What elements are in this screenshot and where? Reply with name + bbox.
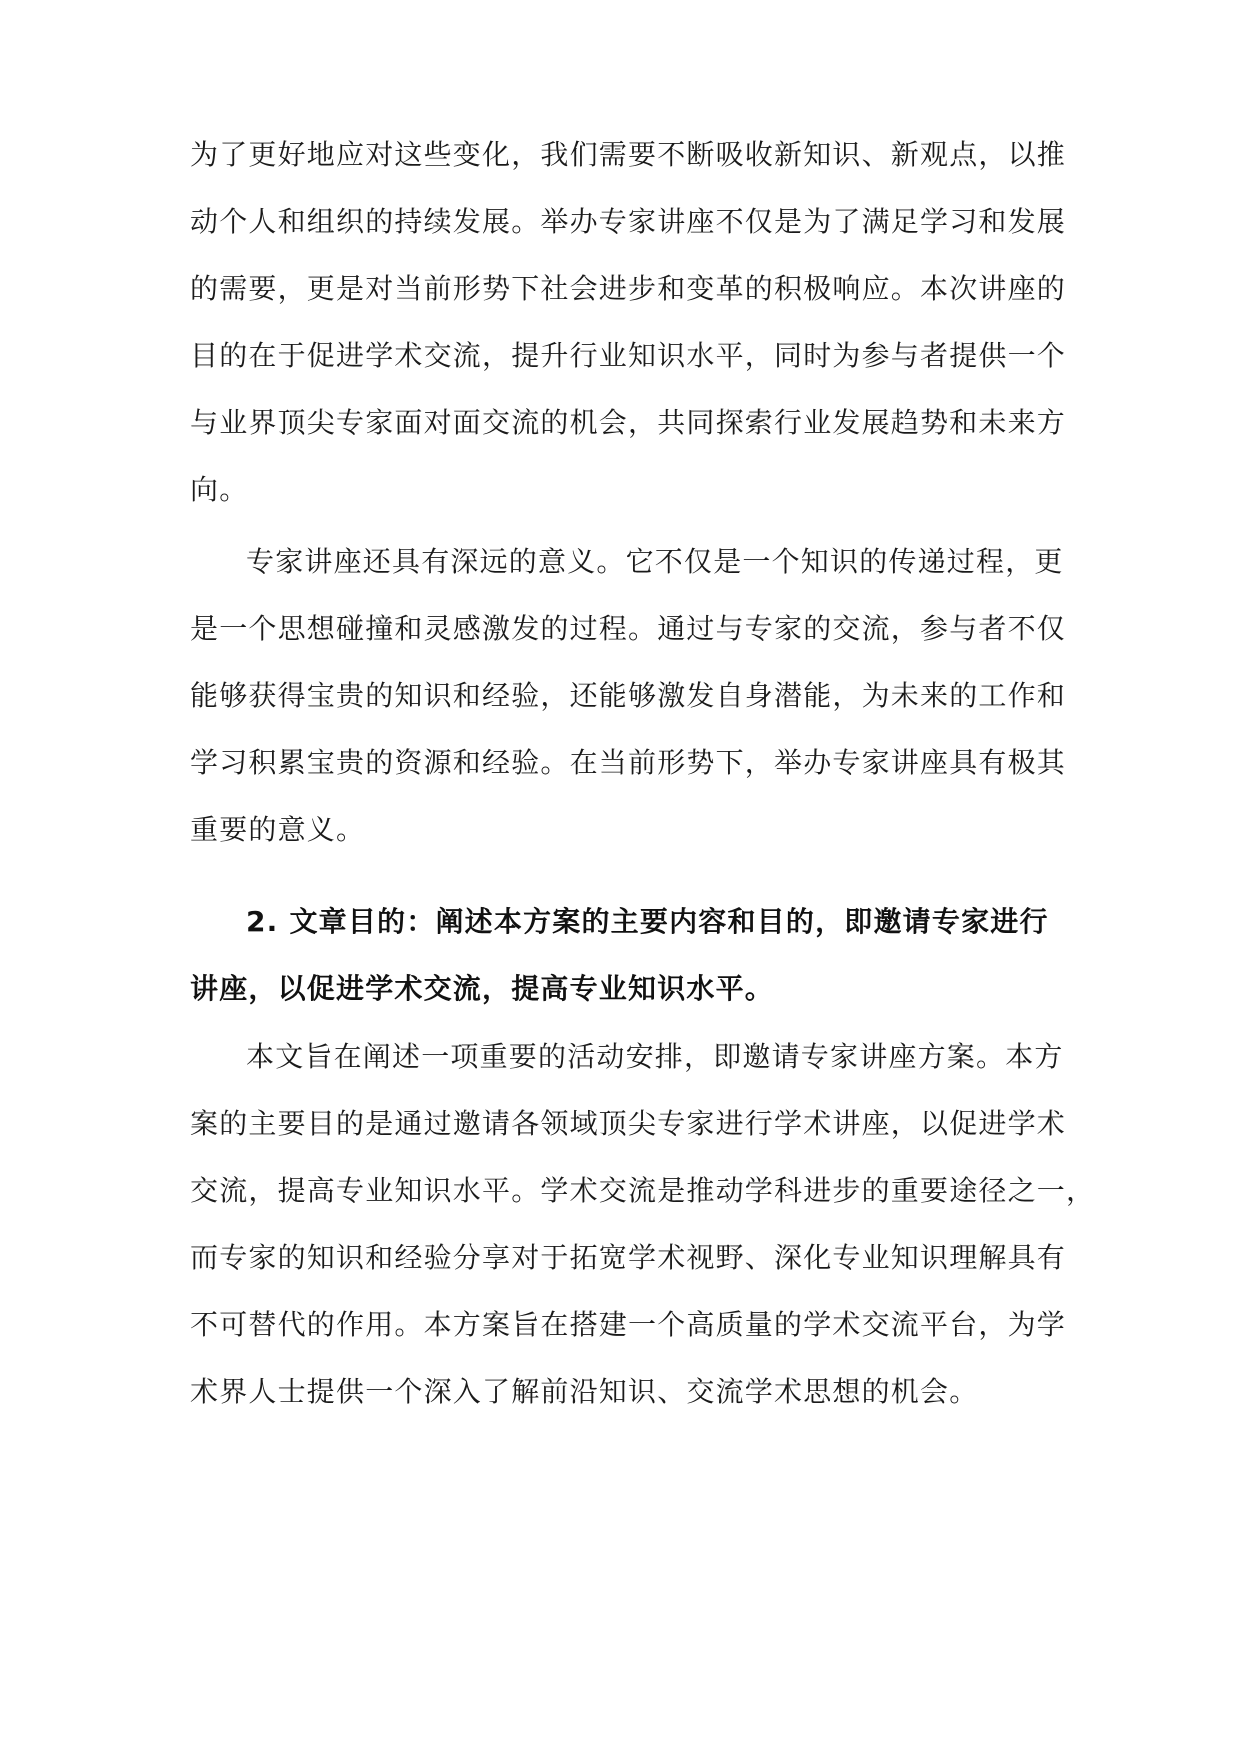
paragraph-1-line-4: 目的在于促进学术交流，提升行业知识水平，同时为参与者提供一个 — [190, 339, 1067, 372]
paragraph-2-line-2: 是一个思想碰撞和灵感激发的过程。通过与专家的交流，参与者不仅 — [190, 612, 1067, 645]
paragraph-2-line-5: 重要的意义。 — [190, 813, 366, 846]
paragraph-1-line-3: 的需要，更是对当前形势下社会进步和变革的积极响应。本次讲座的 — [190, 272, 1067, 305]
paragraph-3-line-4: 而专家的知识和经验分享对于拓宽学术视野、深化专业知识理解具有 — [190, 1241, 1067, 1274]
paragraph-3-line-2: 案的主要目的是通过邀请各领域顶尖专家进行学术讲座，以促进学术 — [190, 1107, 1067, 1140]
paragraph-3-line-5: 不可替代的作用。本方案旨在搭建一个高质量的学术交流平台，为学 — [190, 1308, 1067, 1341]
paragraph-1-line-2: 动个人和组织的持续发展。举办专家讲座不仅是为了满足学习和发展 — [190, 205, 1067, 238]
paragraph-2-line-1: 专家讲座还具有深远的意义。它不仅是一个知识的传递过程，更 — [246, 545, 1064, 578]
paragraph-2-line-4: 学习积累宝贵的资源和经验。在当前形势下，举办专家讲座具有极其 — [190, 746, 1067, 779]
section-heading-line-2: 讲座，以促进学术交流，提高专业知识水平。 — [190, 972, 775, 1005]
paragraph-1-line-1: 为了更好地应对这些变化，我们需要不断吸收新知识、新观点，以推 — [190, 138, 1067, 171]
paragraph-1-line-5: 与业界顶尖专家面对面交流的机会，共同探索行业发展趋势和未来方 — [190, 406, 1067, 439]
section-heading-line-1: 2. 文章目的：阐述本方案的主要内容和目的，即邀请专家进行 — [246, 905, 1049, 938]
paragraph-2-line-3: 能够获得宝贵的知识和经验，还能够激发自身潜能，为未来的工作和 — [190, 679, 1067, 712]
paragraph-1-line-6: 向。 — [190, 473, 249, 506]
paragraph-3-line-1: 本文旨在阐述一项重要的活动安排，即邀请专家讲座方案。本方 — [246, 1040, 1064, 1073]
paragraph-3-line-3: 交流，提高专业知识水平。学术交流是推动学科进步的重要途径之一， — [190, 1174, 1096, 1207]
paragraph-3-line-6: 术界人士提供一个深入了解前沿知识、交流学术思想的机会。 — [190, 1375, 979, 1408]
